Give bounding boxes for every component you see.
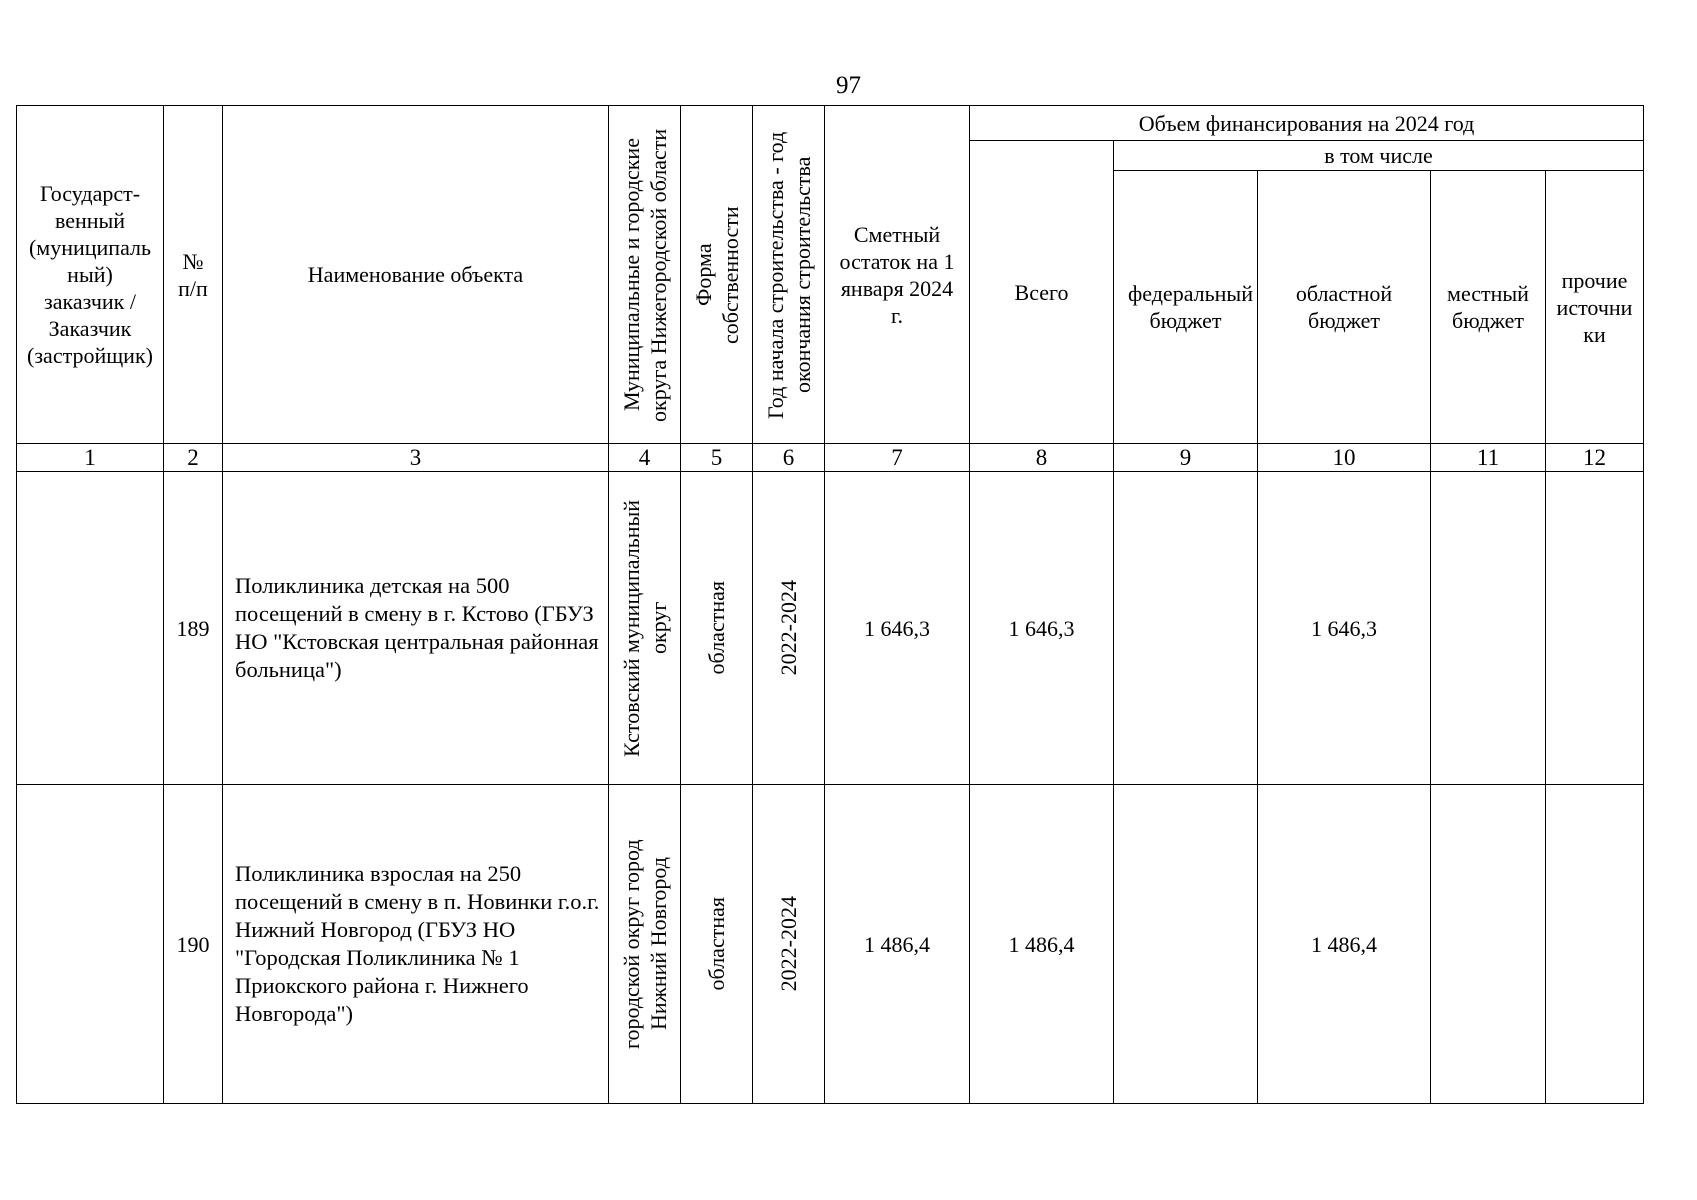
row-municipality: городской округ город Нижний Новгород	[609, 785, 681, 1104]
row-federal	[1114, 472, 1258, 785]
row-ownership: областная	[681, 472, 753, 785]
row-other	[1546, 472, 1644, 785]
row-customer	[17, 472, 164, 785]
column-number-row	[17, 444, 1644, 472]
row-ownership: областная	[681, 785, 753, 1104]
column-number: 2	[164, 444, 223, 472]
header-customer: Государст-венный (муниципальный) заказчик / Заказчик (застройщик)	[17, 106, 164, 444]
column-number: 10	[1258, 444, 1431, 472]
row-customer	[17, 785, 164, 1104]
column-number: 11	[1431, 444, 1546, 472]
header-federal: федеральный бюджет	[1114, 171, 1258, 444]
page-number: 97	[836, 72, 861, 99]
header-regional: областной бюджет	[1258, 171, 1431, 444]
column-number: 6	[753, 444, 825, 472]
row-object-name: Поликлиника взрослая на 250 посещений в смену в п. Новинки г.о.г. Нижний Новгород (ГБУЗ НО "Городская Поликлиника № 1 Приокского района г. Нижнего Новгорода")	[223, 785, 609, 1104]
header-years: Год начала строительства - год окончания строительства	[753, 106, 825, 444]
row-estimate-balance: 1 646,3	[825, 472, 970, 785]
row-number: 189	[164, 472, 223, 785]
row-years: 2022-2024	[753, 785, 825, 1104]
row-other	[1546, 785, 1644, 1104]
column-number: 3	[223, 444, 609, 472]
row-local	[1431, 785, 1546, 1104]
header-number: № п/п	[164, 106, 223, 444]
column-number: 9	[1114, 444, 1258, 472]
row-regional: 1 646,3	[1258, 472, 1431, 785]
column-number: 8	[970, 444, 1114, 472]
header-object-name: Наименование объекта	[223, 106, 609, 444]
column-number: 1	[17, 444, 164, 472]
header-estimate-balance: Сметный остаток на 1 января 2024 г.	[825, 106, 970, 444]
row-federal	[1114, 785, 1258, 1104]
header-row-1	[17, 106, 1644, 141]
row-total: 1 646,3	[970, 472, 1114, 785]
header-local: местный бюджет	[1431, 171, 1546, 444]
header-financing-volume: Объем финансирования на 2024 год	[970, 106, 1644, 141]
row-estimate-balance: 1 486,4	[825, 785, 970, 1104]
row-local	[1431, 472, 1546, 785]
column-number: 4	[609, 444, 681, 472]
column-number: 12	[1546, 444, 1644, 472]
column-number: 5	[681, 444, 753, 472]
header-other: прочие источники	[1546, 171, 1644, 444]
row-number: 190	[164, 785, 223, 1104]
financing-table	[16, 105, 1644, 1104]
table-row	[17, 472, 1644, 785]
table-row	[17, 785, 1644, 1104]
header-including: в том числе	[1114, 141, 1644, 171]
column-number: 7	[825, 444, 970, 472]
row-total: 1 486,4	[970, 785, 1114, 1104]
row-municipality: Кстовский муниципальный округ	[609, 472, 681, 785]
header-municipality: Муниципальные и городские округа Нижегородской области	[609, 106, 681, 444]
row-object-name: Поликлиника детская на 500 посещений в смену в г. Кстово (ГБУЗ НО "Кстовская центральная районная больница")	[223, 472, 609, 785]
header-total: Всего	[970, 141, 1114, 444]
row-years: 2022-2024	[753, 472, 825, 785]
row-regional: 1 486,4	[1258, 785, 1431, 1104]
header-ownership: Форма собственности	[681, 106, 753, 444]
